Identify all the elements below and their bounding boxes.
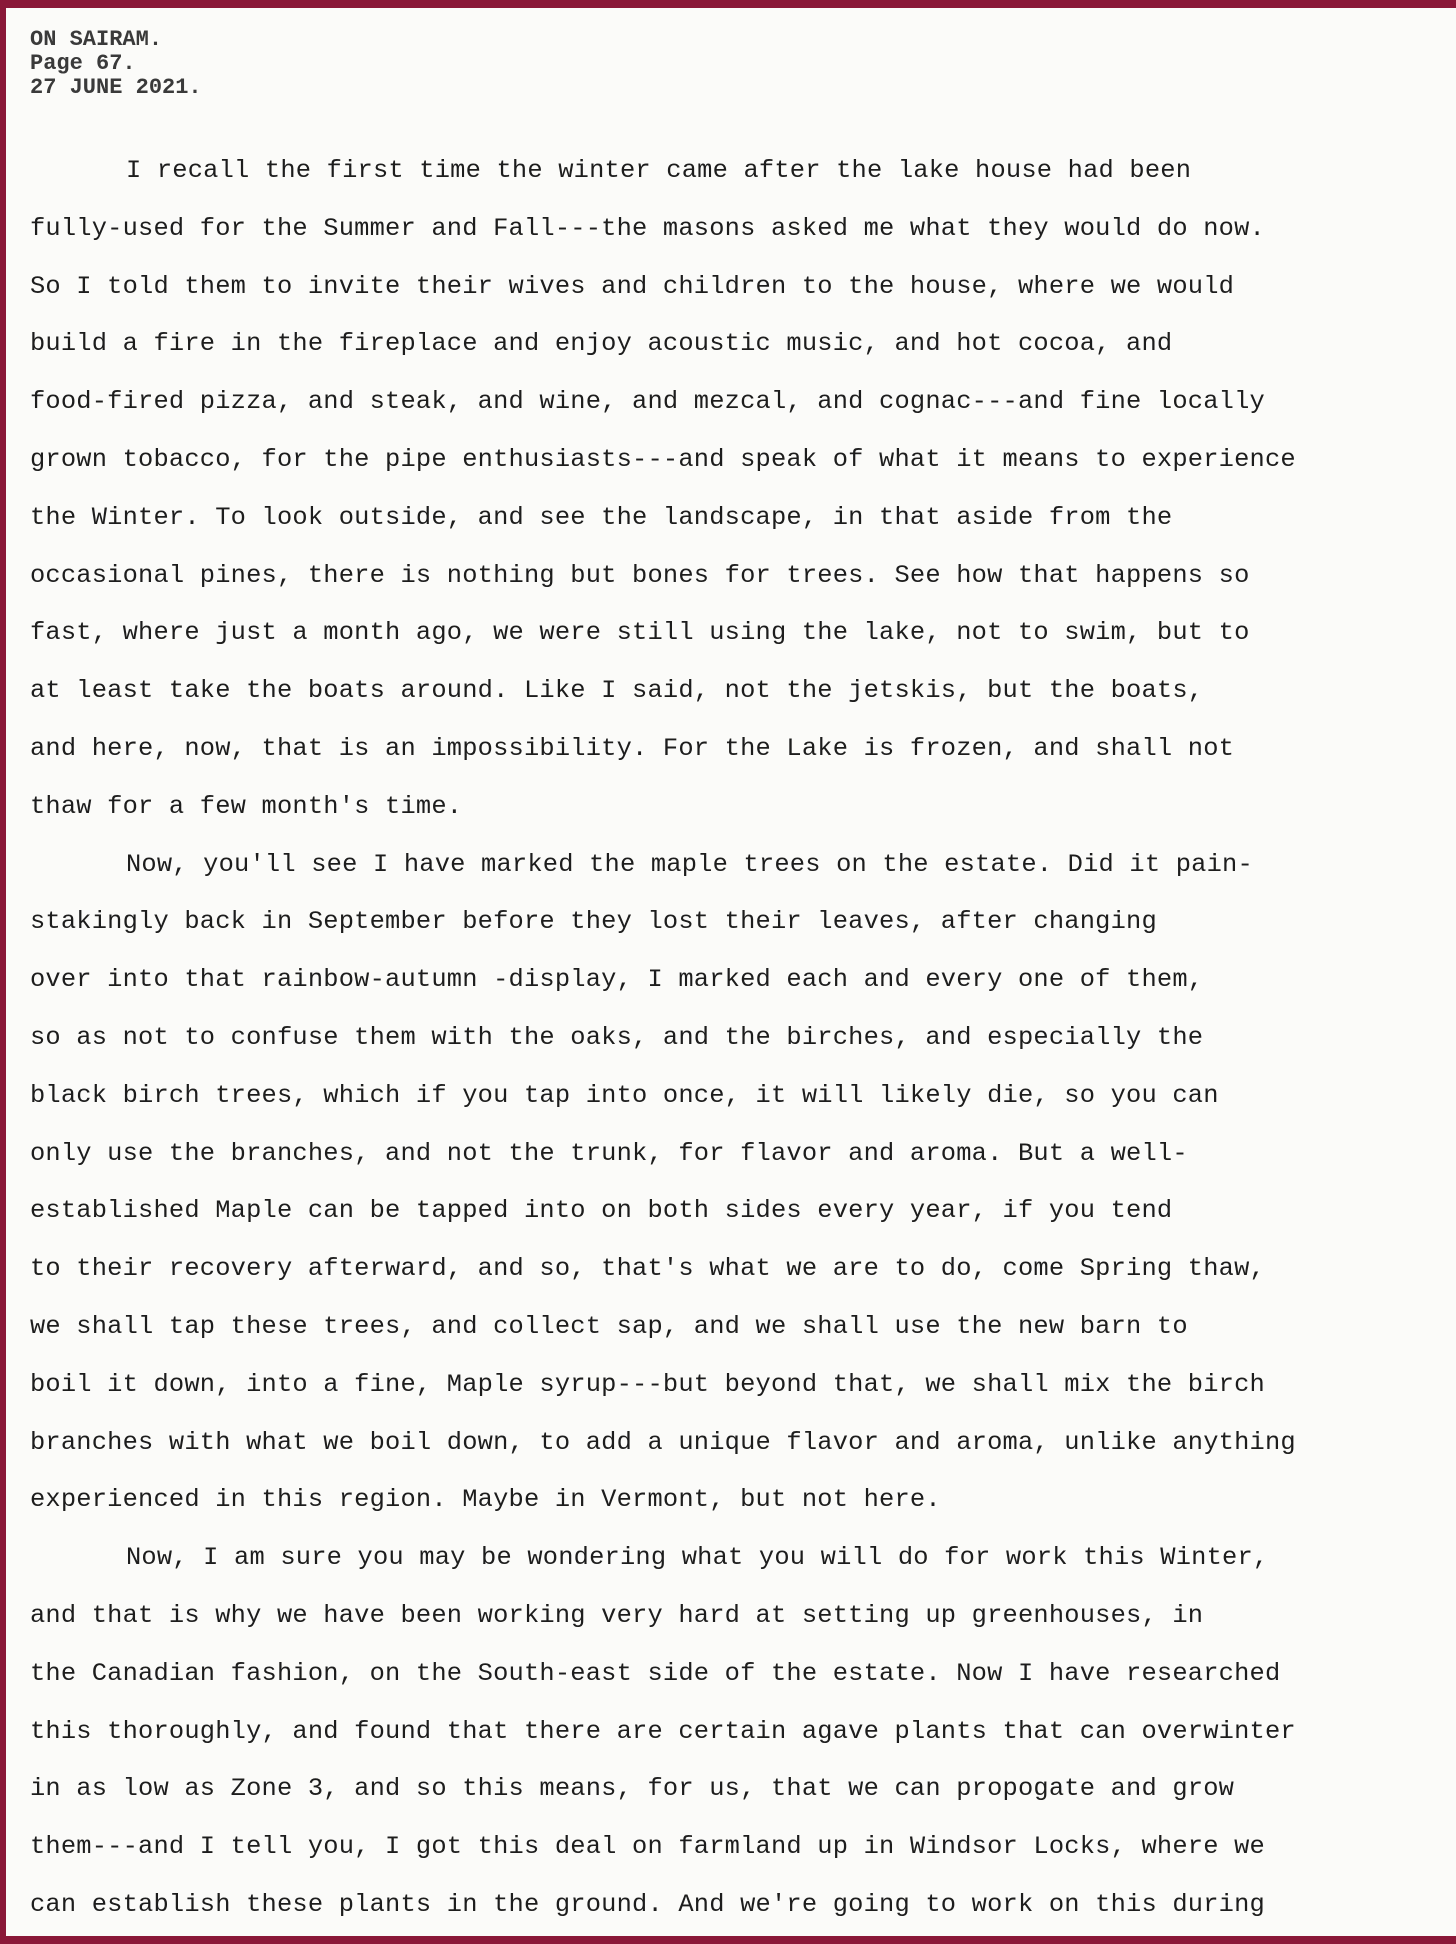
paragraph-3-line: this thoroughly, and found that there are certain agave plants that can overwinter: [30, 1716, 1296, 1746]
paragraph-2-line: over into that rainbow-autumn -display, I marked each and every one of them,: [30, 965, 1204, 995]
paragraph-3-line: and that is why we have been working very hard at setting up greenhouses, in: [30, 1600, 1204, 1630]
paragraph-1-line: thaw for a few month's time.: [30, 791, 463, 821]
paragraph-2-line: experienced in this region. Maybe in Vermont, but not here.: [30, 1485, 941, 1515]
paragraph-1-line: So I told them to invite their wives and children to the house, where we would: [30, 271, 1235, 301]
paragraph-1-line: fully-used for the Summer and Fall---the masons asked me what they would do now.: [30, 213, 1265, 243]
paragraph-1-line: build a fire in the fireplace and enjoy acoustic music, and hot cocoa, and: [30, 329, 1173, 359]
paragraph-3-line: the Canadian fashion, on the South-east side of the estate. Now I have researched: [30, 1658, 1281, 1688]
paragraph-1-line: fast, where just a month ago, we were still using the lake, not to swim, but to: [30, 618, 1250, 648]
paragraph-2-line: we shall tap these trees, and collect sap, and we shall use the new barn to: [30, 1311, 1188, 1341]
header-title: ON SAIRAM.: [30, 27, 163, 52]
paragraph-1-line: food-fired pizza, and steak, and wine, and mezcal, and cognac---and fine locally: [30, 387, 1265, 417]
paragraph-1-line: occasional pines, there is nothing but bones for trees. See how that happens so: [30, 560, 1250, 590]
header-page-number: Page 67.: [30, 51, 136, 76]
header-date: 27 JUNE 2021.: [30, 75, 202, 100]
paragraph-2-line: stakingly back in September before they lost their leaves, after changing: [30, 907, 1157, 937]
paragraph-3-line: in as low as Zone 3, and so this means, for us, that we can propogate and grow: [30, 1774, 1235, 1804]
paragraph-2-line: to their recovery afterward, and so, that's what we are to do, come Spring thaw,: [30, 1254, 1265, 1284]
body-text: [30, 142, 1450, 1934]
typewritten-page: [6, 8, 1456, 1936]
page-header: [30, 28, 202, 100]
paragraph-3-line: Now, I am sure you may be wondering what you will do for work this Winter,: [126, 1543, 1269, 1573]
paragraph-2-line: black birch trees, which if you tap into once, it will likely die, so you can: [30, 1080, 1219, 1110]
paragraph-2-line: so as not to confuse them with the oaks, and the birches, and especially the: [30, 1022, 1204, 1052]
paragraph-3-line: them---and I tell you, I got this deal on farmland up in Windsor Locks, where we: [30, 1832, 1265, 1862]
paragraph-2-line: only use the branches, and not the trunk, for flavor and aroma. But a well-: [30, 1138, 1188, 1168]
paragraph-2-line: boil it down, into a fine, Maple syrup---but beyond that, we shall mix the birch: [30, 1369, 1265, 1399]
paragraph-1-line: and here, now, that is an impossibility. For the Lake is frozen, and shall not: [30, 733, 1235, 763]
paragraph-1-line: at least take the boats around. Like I said, not the jetskis, but the boats,: [30, 676, 1204, 706]
paragraph-2-line: branches with what we boil down, to add a unique flavor and aroma, unlike anything: [30, 1427, 1296, 1457]
paragraph-1-line: the Winter. To look outside, and see the landscape, in that aside from the: [30, 502, 1173, 532]
paragraph-2-line: established Maple can be tapped into on both sides every year, if you tend: [30, 1196, 1173, 1226]
paragraph-2-line: Now, you'll see I have marked the maple trees on the estate. Did it pain-: [126, 849, 1253, 879]
paragraph-3-line: can establish these plants in the ground. And we're going to work on this during: [30, 1889, 1265, 1919]
paragraph-1-line: I recall the first time the winter came after the lake house had been: [126, 156, 1192, 185]
paragraph-1-line: grown tobacco, for the pipe enthusiasts---and speak of what it means to experience: [30, 444, 1296, 474]
